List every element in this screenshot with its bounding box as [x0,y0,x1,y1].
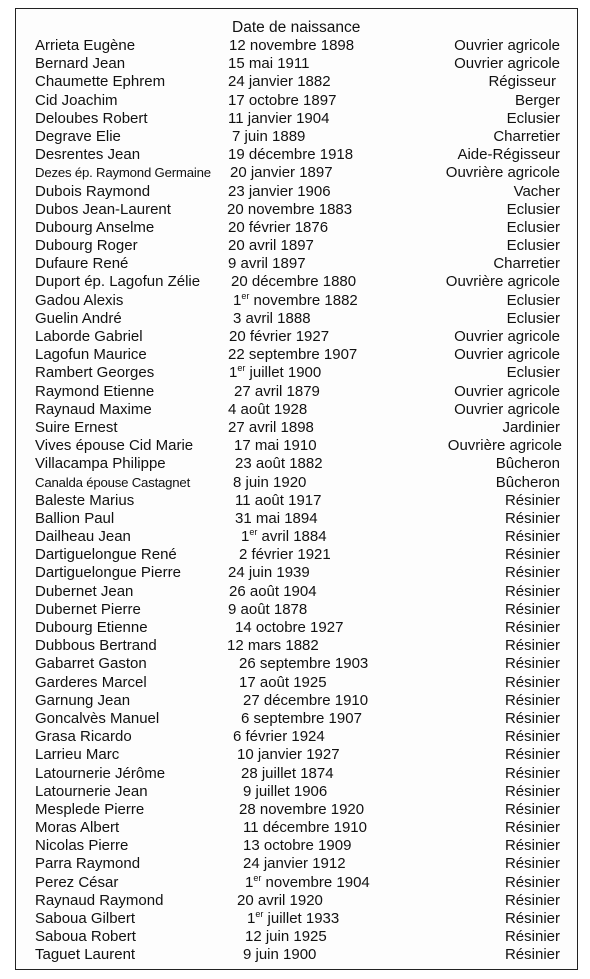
occupation: Résinier [504,800,560,818]
table-row [0,601,590,619]
table-row [0,255,590,273]
birth-date: 3 avril 1888 [233,309,311,327]
table-row [0,73,590,91]
person-name: Gadou Alexis [35,291,124,309]
birth-date: 28 juillet 1874 [241,764,334,782]
birth-date: 9 juin 1900 [243,946,317,964]
birth-date: 20 novembre 1883 [227,200,353,218]
person-name: Dailheau Jean [35,528,131,546]
person-name: Gabarret Gaston [35,655,147,673]
table-row [0,510,590,528]
occupation: Berger [514,91,560,109]
table-row [0,55,590,73]
occupation: Ouvrière agricole [445,273,560,291]
person-name: Dubois Raymond [35,182,151,200]
table-row [0,364,590,382]
birth-date: 27 avril 1879 [234,382,320,400]
table-row [0,655,590,673]
person-name: Raymond Etienne [35,382,155,400]
occupation: Résinier [504,673,560,691]
birth-date: 1er juillet 1900 [229,363,322,382]
occupation: Résinier [504,764,560,782]
birth-date: 12 novembre 1898 [229,37,355,54]
birth-date: 27 avril 1898 [228,418,314,436]
occupation: Résinier [504,910,560,927]
table-row [0,201,590,219]
birth-date: 17 octobre 1897 [228,91,337,109]
person-name: Moras Albert [35,819,120,837]
occupation: Eclusier [506,364,560,382]
table-row [0,564,590,582]
occupation: Eclusier [506,309,560,327]
table-row [0,92,590,110]
person-name: Cid Joachim [35,91,118,109]
birth-date: 7 juin 1889 [232,127,306,145]
birth-date: 1er novembre 1904 [245,872,370,891]
occupation: Résinier [504,637,560,655]
table-row [0,837,590,855]
table-row [0,401,590,419]
birth-date: 24 janvier 1882 [228,73,331,91]
birth-date: 14 octobre 1927 [235,619,344,636]
table-row [0,910,590,928]
table-row [0,383,590,401]
person-name: Parra Raymond [35,855,141,873]
occupation: Bûcheron [495,455,560,473]
person-name: Laborde Gabriel [35,328,143,345]
birth-date: 11 janvier 1904 [228,109,330,127]
occupation: Résinier [504,691,560,709]
person-name: Larrieu Marc [35,746,120,764]
person-name: Latournerie Jean [35,782,148,800]
table-row [0,692,590,710]
person-name: Nicolas Pierre [35,837,129,855]
occupation: Eclusier [506,200,560,218]
table-row [0,164,590,182]
birth-date: 6 février 1924 [233,728,325,746]
table-row [0,346,590,364]
table-row [0,110,590,128]
table-row [0,219,590,237]
table-row [0,310,590,328]
table-row [0,801,590,819]
person-name: Deloubes Robert [35,109,148,127]
person-name: Garnung Jean [35,691,131,709]
occupation: Ouvrier agricole [454,382,560,400]
table-row [0,273,590,291]
table-row [0,455,590,473]
person-name: Dubourg Roger [35,237,138,255]
occupation: Ouvrière agricole [445,164,560,182]
person-name: Dubourg Anselme [35,218,155,236]
person-name: Garderes Marcel [35,673,147,691]
person-name: Dartiguelongue Pierre [35,564,181,582]
table-row [0,237,590,255]
birth-date: 10 janvier 1927 [237,746,340,764]
birth-date: 23 août 1882 [235,455,323,473]
occupation: Aide-Régisseur [457,146,560,164]
person-name: Villacampa Philippe [35,455,166,473]
birth-date: 22 septembre 1907 [228,346,358,364]
person-name: Dartiguelongue René [35,546,177,564]
occupation: Résinier [504,728,560,746]
table-row [0,546,590,564]
birth-date: 1er avril 1884 [241,527,327,546]
person-name: Lagofun Maurice [35,346,147,364]
occupation: Jardinier [502,418,560,436]
birth-date: 12 mars 1882 [227,637,319,655]
occupation: Eclusier [506,218,560,236]
occupation: Eclusier [506,291,560,309]
person-name: Taguet Laurent [35,946,136,964]
birth-date: 17 mai 1910 [234,437,317,455]
occupation: Ouvrier agricole [454,55,560,73]
table-row [0,419,590,437]
table-row [0,946,590,964]
birth-date: 27 décembre 1910 [243,691,369,709]
person-name: Latournerie Jérôme [35,764,166,782]
occupation: Régisseur [488,73,556,91]
birth-date: 19 décembre 1918 [228,146,354,164]
birth-date: 26 septembre 1903 [239,655,369,673]
occupation: Ouvrier agricole [454,346,560,364]
occupation: Résinier [504,873,560,891]
occupation: Résinier [504,782,560,800]
table-row [0,783,590,801]
occupation: Résinier [504,891,560,909]
birth-date: 17 août 1925 [239,673,327,691]
table-row [0,583,590,601]
table-row [0,819,590,837]
birth-date: 9 avril 1897 [228,255,306,273]
occupation: Eclusier [506,109,560,127]
date-column-header: Date de naissance [232,19,361,36]
birth-date: 15 mai 1911 [228,55,310,73]
table-row [0,37,590,55]
person-name: Dubernet Jean [35,582,134,600]
person-name: Raynaud Maxime [35,400,152,418]
birth-date: 9 juillet 1906 [243,782,328,800]
person-name: Perez César [35,873,119,891]
birth-date: 1er novembre 1882 [233,290,358,309]
person-name: Dubos Jean-Laurent [35,200,171,218]
person-name: Suire Ernest [35,418,118,436]
birth-date: 6 septembre 1907 [241,709,362,727]
birth-date: 20 février 1876 [228,218,329,236]
birth-date: 26 août 1904 [229,582,317,600]
birth-date: 12 juin 1925 [245,928,327,946]
table-row [0,292,590,310]
person-name: Goncalvès Manuel [35,709,160,727]
birth-date: 2 février 1921 [239,546,331,564]
occupation: Eclusier [506,237,560,255]
birth-date: 24 juin 1939 [228,564,310,582]
person-name: Desrentes Jean [35,146,141,164]
birth-date: 20 janvier 1897 [230,164,333,182]
occupation: Résinier [504,946,560,964]
occupation: Bûcheron [495,473,560,491]
occupation: Charretier [493,255,560,273]
birth-date: 20 février 1927 [229,328,330,345]
occupation: Résinier [504,509,560,527]
person-name: Guelin André [35,309,122,327]
occupation: Résinier [504,582,560,600]
birth-date: 24 janvier 1912 [243,855,346,873]
table-row [0,328,590,346]
table-row [0,146,590,164]
person-name: Dufaure René [35,255,129,273]
table-row [0,492,590,510]
birth-date: 20 avril 1920 [237,891,323,909]
table-row [0,183,590,201]
person-name: Canalda épouse Castagnet [35,474,191,490]
occupation: Résinier [504,619,560,636]
person-name: Ballion Paul [35,509,115,527]
occupation: Ouvrier agricole [454,328,560,345]
birth-date: 31 mai 1894 [235,509,318,527]
occupation: Ouvrier agricole [454,400,560,418]
person-name: Duport ép. Lagofun Zélie [35,273,201,291]
occupation: Résinier [504,600,560,618]
occupation: Vacher [513,182,560,200]
person-name: Rambert Georges [35,364,155,382]
table-row [0,619,590,637]
occupation: Résinier [504,837,560,855]
occupation: Résinier [504,709,560,727]
table-row [0,528,590,546]
person-name: Mesplede Pierre [35,800,145,818]
birth-date: 8 juin 1920 [233,473,307,491]
person-name: Grasa Ricardo [35,728,132,746]
occupation: Résinier [504,928,560,946]
table-row [0,474,590,492]
table-row [0,928,590,946]
table-row [0,746,590,764]
birth-date: 23 janvier 1906 [228,182,331,200]
table-row [0,437,590,455]
occupation: Résinier [504,528,560,546]
occupation: Ouvrier agricole [454,37,560,54]
birth-date: 20 décembre 1880 [231,273,357,291]
occupation: Résinier [504,819,560,837]
birth-date: 1er juillet 1933 [247,909,340,927]
birth-date: 13 octobre 1909 [243,837,352,855]
person-name: Chaumette Ephrem [35,73,166,91]
person-name: Dezes ép. Raymond Germaine [35,165,211,181]
occupation: Ouvrière agricole [447,437,562,455]
occupation: Résinier [504,564,560,582]
occupation: Résinier [504,546,560,564]
occupation: Résinier [504,655,560,673]
table-row [0,874,590,892]
birth-date: 11 août 1917 [235,491,322,509]
person-name: Saboua Gilbert [35,910,136,927]
birth-date: 11 décembre 1910 [243,819,367,837]
person-name: Dubourg Etienne [35,619,148,636]
occupation: Résinier [504,746,560,764]
worker-list [0,37,590,965]
birth-date: 20 avril 1897 [228,237,314,255]
person-name: Raynaud Raymond [35,891,164,909]
occupation: Résinier [504,491,560,509]
table-row [0,892,590,910]
table-row [0,674,590,692]
table-row [0,710,590,728]
person-name: Degrave Elie [35,127,121,145]
occupation: Charretier [493,127,560,145]
table-row [0,128,590,146]
table-row [0,765,590,783]
person-name: Bernard Jean [35,55,126,73]
table-row [0,855,590,873]
person-name: Baleste Marius [35,491,135,509]
person-name: Dubernet Pierre [35,600,141,618]
birth-date: 9 août 1878 [228,600,308,618]
table-row [0,728,590,746]
person-name: Arrieta Eugène [35,37,136,54]
person-name: Saboua Robert [35,928,136,946]
birth-date: 4 août 1928 [228,400,308,418]
person-name: Dubbous Bertrand [35,637,157,655]
person-name: Vives épouse Cid Marie [35,437,194,455]
table-row [0,637,590,655]
occupation: Résinier [504,855,560,873]
birth-date: 28 novembre 1920 [239,800,365,818]
